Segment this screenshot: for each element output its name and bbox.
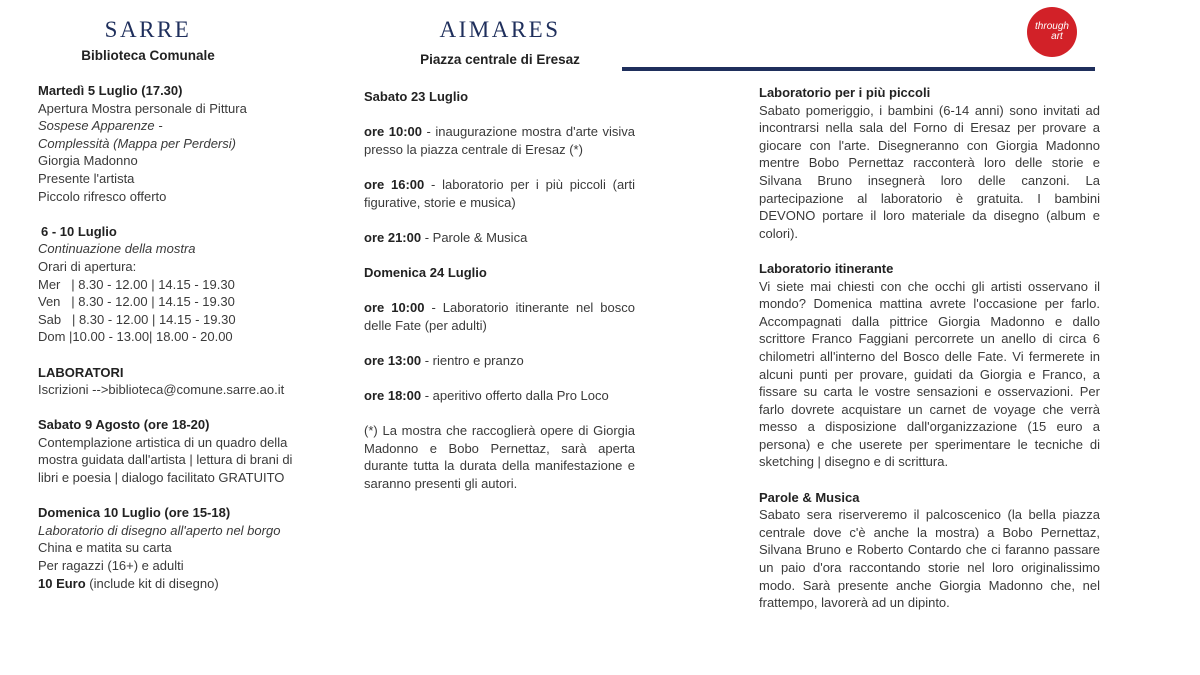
section-paragraph: Sabato sera riserveremo il palcoscenico (la bella piazza centrale dove c'è anche la mostra) a Bobo Pernettaz, Silvana Bruno e Roberto Contardo che ci faranno passare un paio d'ora raccontando storie nel loro originalissimo modo. Sarà presente anche Giorgia Madonno che, nel frattempo, lavorerà ad un dipinto. (759, 507, 1100, 611)
day-heading: Domenica 24 Luglio (364, 264, 487, 280)
event-line: Laboratorio di disegno all'aperto nel borgo (38, 522, 281, 538)
section-heading: LABORATORI (38, 364, 124, 380)
registration-email: Iscrizioni -->biblioteca@comune.sarre.ao.it (38, 382, 285, 398)
opening-hours-row: Sab | 8.30 - 12.00 | 14.15 - 19.30 (38, 311, 236, 327)
schedule-item (364, 352, 635, 370)
sarre-title: SARRE (104, 17, 192, 42)
aimares-subtitle: Piazza centrale di Eresaz (420, 52, 580, 67)
schedule-text: - Parole & Musica (421, 229, 528, 245)
schedule-time: ore 18:00 (364, 388, 422, 404)
exhibition-title: Complessità (Mappa per Perdersi) (38, 135, 236, 151)
price-note: (include kit di disegno) (85, 575, 219, 591)
schedule-text: - rientro e pranzo (421, 352, 524, 368)
center-column (364, 88, 635, 493)
header-rule (622, 67, 1095, 71)
through-art-logo (1027, 7, 1077, 57)
aimares-title: AIMARES (439, 17, 561, 42)
schedule-time: ore 16:00 (364, 176, 425, 192)
section-heading: Parole & Musica (759, 489, 860, 505)
schedule-item (364, 123, 635, 158)
event-line: Piccolo rifresco offerto (38, 188, 167, 204)
schedule-time: ore 21:00 (364, 229, 422, 245)
section-heading: Laboratorio itinerante (759, 260, 894, 276)
exhibition-title: Sospese Apparenze - (38, 118, 163, 134)
event-description: Contemplazione artistica di un quadro della mostra guidata dall'artista | lettura di brani di libri e poesia | dialogo facilitato GRATUITO (38, 434, 293, 486)
section-paragraph: Sabato pomeriggio, i bambini (6-14 anni) sono invitati ad incontrarsi nella sala del Forno di Eresaz per provare a giocare con l'arte. Disegneranno con Giorgia Madonno mentre Bobo Pernettaz racconterà loro delle storie e Silvana Bruno insegnerà loro delle canzoni. La partecipazione al laboratorio è gratuita. I bambini DEVONO portare il loro materiale da disegno (album e colori). (759, 102, 1100, 241)
section-heading: Laboratorio per i più piccoli (759, 85, 931, 100)
schedule-text: - aperitivo offerto dalla Pro Loco (421, 388, 609, 404)
schedule-item (364, 299, 635, 334)
schedule-item (364, 387, 635, 405)
event-line: Orari di apertura: (38, 258, 137, 274)
event-line: Apertura Mostra personale di Pittura (38, 100, 247, 116)
event-date: Domenica 10 Luglio (ore 15-18) (38, 505, 231, 521)
schedule-time: ore 13:00 (364, 352, 422, 368)
sarre-subtitle: Biblioteca Comunale (81, 48, 215, 63)
section-paragraph: Vi siete mai chiesti con che occhi gli artisti osservano il mondo? Domenica mattina avrete l'occasione per farlo. Accompagnati dalla pittrice Giorgia Madonno e dallo scrittore Franco Faggiani percorrete un anello di circa 6 chilometri all'interno del Bosco delle Fate. Vi fermerete in alcuni punti per provare, guidati da Giorgia e Franco, a fissare su carta le vostre sensazioni e osservazioni. Per farlo dovrete acquistare un carnet de voyage che verrà messo a disposizione dall'organizzazione (15 euro a persona) e che userete per sperimentare le tecniche di sketching | disegno e di scrittura. (759, 278, 1100, 470)
schedule-time: ore 10:00 (364, 300, 425, 316)
event-date: Sabato 9 Agosto (ore 18-20) (38, 417, 210, 433)
schedule-item (364, 229, 635, 247)
day-heading: Sabato 23 Luglio (364, 89, 469, 104)
schedule-text: - inaugurazione mostra d'arte visiva presso la piazza centrale di Eresaz (*) (364, 124, 635, 157)
event-line: Giorgia Madonno (38, 153, 138, 169)
footnote: (*) La mostra che raccoglierà opere di Giorgia Madonno e Bobo Pernettaz, sarà aperta durante tutta la durata della manifestazione e saranno presenti gli autori. (364, 423, 635, 492)
opening-hours-row: Dom |10.00 - 13.00| 18.00 - 20.00 (38, 329, 233, 345)
logo-line-1: through (1035, 21, 1069, 32)
event-line: Presente l'artista (38, 170, 135, 186)
right-column (759, 84, 1100, 612)
event-line: Per ragazzi (16+) e adulti (38, 558, 184, 574)
event-date: 6 - 10 Luglio (41, 223, 117, 239)
schedule-text: - laboratorio per i più piccoli (arti figurative, storie e musica) (364, 176, 636, 210)
price-line (38, 575, 310, 593)
opening-hours-row: Mer | 8.30 - 12.00 | 14.15 - 19.30 (38, 276, 235, 292)
price: 10 Euro (38, 575, 86, 591)
event-line: China e matita su carta (38, 540, 172, 556)
schedule-time: ore 10:00 (364, 124, 423, 140)
event-line: Continuazione della mostra (38, 241, 196, 257)
left-column (38, 82, 310, 592)
logo-line-2: art (1051, 31, 1063, 42)
schedule-text: - Laboratorio itinerante nel bosco delle Fate (per adulti) (364, 300, 635, 333)
opening-hours-row: Ven | 8.30 - 12.00 | 14.15 - 19.30 (38, 294, 235, 310)
event-date: Martedì 5 Luglio (17.30) (38, 83, 183, 98)
schedule-item (364, 176, 635, 211)
